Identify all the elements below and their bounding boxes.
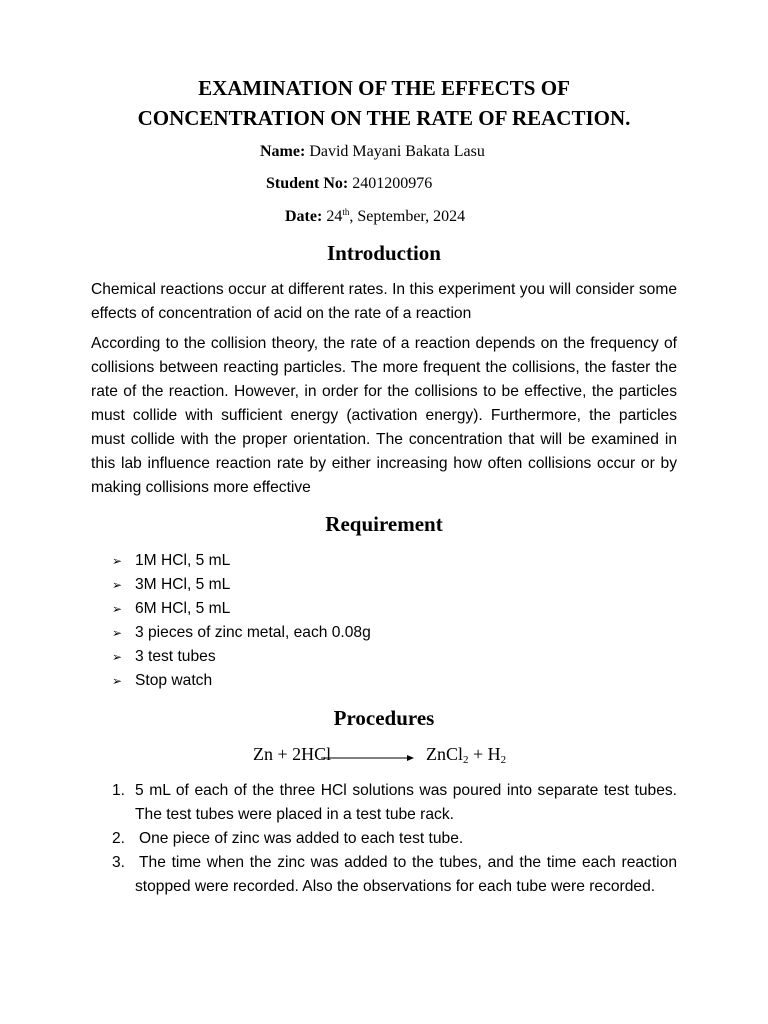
title-line-1: EXAMINATION OF THE EFFECTS OF bbox=[198, 76, 570, 100]
name-label: Name: bbox=[260, 143, 306, 160]
name-value: David Mayani Bakata Lasu bbox=[309, 143, 485, 160]
procedure-step: 3. The time when the zinc was added to the tubes, and the time each reaction stopped were recorded. Also the observations for each tube were recorded. bbox=[112, 854, 677, 895]
date-day: 24 bbox=[326, 208, 343, 225]
introduction-heading: Introduction bbox=[327, 241, 441, 265]
date-label: Date: bbox=[285, 208, 323, 225]
arrow-bullet-icon: ➢ bbox=[112, 602, 123, 616]
document-title bbox=[80, 73, 688, 133]
list-item: ➢ 1M HCl, 5 mL bbox=[112, 549, 371, 573]
arrow-bullet-icon: ➢ bbox=[112, 554, 123, 568]
procedure-step: 1. 5 mL of each of the three HCl solutions was poured into separate test tubes. The test tubes were placed in a test tube rack. bbox=[112, 782, 677, 823]
arrow-bullet-icon: ➢ bbox=[112, 626, 123, 640]
list-item: ➢ 3 test tubes bbox=[112, 645, 371, 669]
list-item: ➢ Stop watch bbox=[112, 669, 371, 693]
list-item: ➢ 6M HCl, 5 mL bbox=[112, 597, 371, 621]
arrow-bullet-icon: ➢ bbox=[112, 674, 123, 688]
title-line-2: CONCENTRATION ON THE RATE OF REACTION. bbox=[137, 106, 631, 130]
arrow-bullet-icon: ➢ bbox=[112, 578, 123, 592]
equation-products: ZnCl$_2$ + $H_2$ bbox=[426, 744, 507, 766]
procedure-steps bbox=[112, 779, 677, 899]
chemical-equation bbox=[0, 744, 768, 768]
student-number-label: Student No: bbox=[266, 175, 349, 192]
student-number-line bbox=[266, 175, 432, 193]
date-rest: , September, 2024 bbox=[349, 208, 466, 225]
list-item: ➢ 3M HCl, 5 mL bbox=[112, 573, 371, 597]
name-line bbox=[260, 143, 485, 161]
requirement-list bbox=[112, 549, 371, 693]
student-number-value: 2401200976 bbox=[352, 175, 433, 192]
date-line bbox=[285, 208, 465, 226]
reaction-arrow-icon bbox=[321, 755, 414, 761]
list-item: ➢ 3 pieces of zinc metal, each 0.08g bbox=[112, 621, 371, 645]
date-suffix: th bbox=[342, 207, 350, 217]
requirement-heading: Requirement bbox=[325, 512, 443, 536]
procedure-step: 2. One piece of zinc was added to each test tube. bbox=[112, 830, 464, 847]
equation-reactants: Zn + 2HCl bbox=[253, 744, 332, 764]
procedures-heading: Procedures bbox=[333, 706, 435, 730]
arrow-bullet-icon: ➢ bbox=[112, 650, 123, 664]
intro-paragraph-1: Chemical reactions occur at different rates. In this experiment you will consider some effects of concentration of acid on the rate of a reaction bbox=[91, 281, 677, 322]
intro-paragraph-2: According to the collision theory, the rate of a reaction depends on the frequency of collisions between reacting particles. The more frequent the collisions, the faster the rate of the reaction. However, in order for the collisions to be effective, the particles must collide with sufficient energy (activation energy). Furthermore, the particles must collide with the proper orientation. The concentration that will be examined in this lab influence reaction rate by either increasing how often collisions occur or by making collisions more effective bbox=[91, 335, 677, 496]
